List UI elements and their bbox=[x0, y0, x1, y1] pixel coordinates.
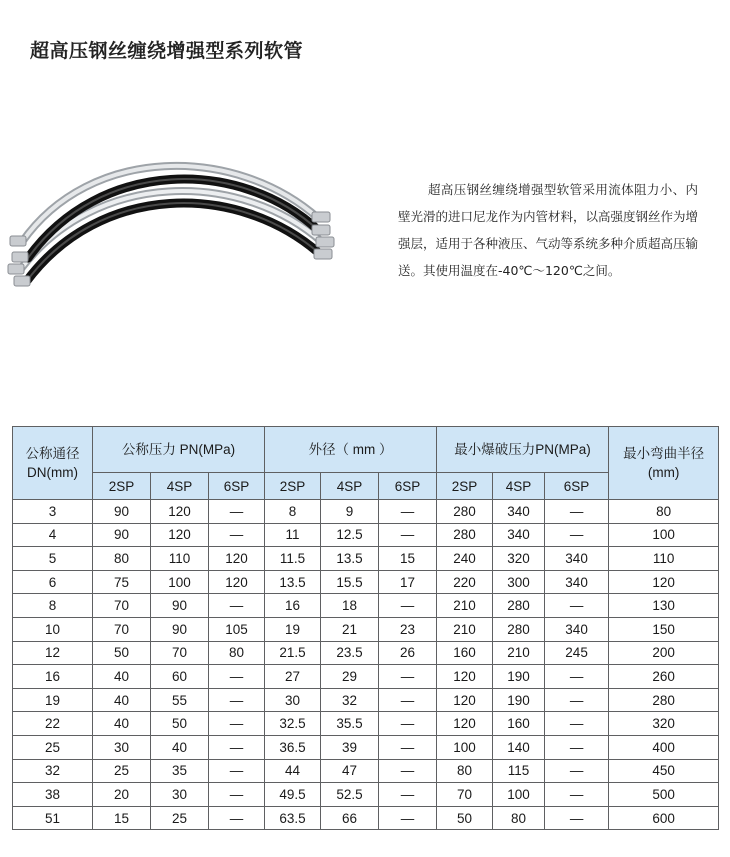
table-cell: 55 bbox=[151, 688, 209, 712]
table-cell: 160 bbox=[493, 712, 545, 736]
table-row bbox=[13, 594, 719, 618]
table-cell: — bbox=[379, 665, 437, 689]
table-cell: — bbox=[545, 712, 609, 736]
table-cell: 120 bbox=[151, 523, 209, 547]
table-cell: 25 bbox=[13, 735, 93, 759]
table-cell: — bbox=[209, 594, 265, 618]
sub-header: 2SP bbox=[93, 473, 151, 500]
table-row bbox=[13, 759, 719, 783]
sub-header: 6SP bbox=[379, 473, 437, 500]
table-cell: 32 bbox=[13, 759, 93, 783]
table-cell: — bbox=[545, 594, 609, 618]
header-outer-diameter: 外径（ mm ） bbox=[265, 427, 437, 473]
table-cell: 120 bbox=[437, 665, 493, 689]
table-cell: — bbox=[379, 806, 437, 830]
table-cell: 12.5 bbox=[321, 523, 379, 547]
spec-table bbox=[12, 426, 719, 830]
table-cell: 22 bbox=[13, 712, 93, 736]
table-cell: — bbox=[379, 500, 437, 524]
table-cell: 39 bbox=[321, 735, 379, 759]
table-row bbox=[13, 523, 719, 547]
table-cell: 50 bbox=[151, 712, 209, 736]
table-cell: 280 bbox=[493, 594, 545, 618]
table-cell: 120 bbox=[151, 500, 209, 524]
table-cell: 70 bbox=[93, 617, 151, 641]
table-cell: 6 bbox=[13, 570, 93, 594]
table-cell: — bbox=[209, 712, 265, 736]
table-cell: 44 bbox=[265, 759, 321, 783]
table-cell: 120 bbox=[437, 688, 493, 712]
table-row bbox=[13, 665, 719, 689]
table-cell: 15.5 bbox=[321, 570, 379, 594]
table-cell: 16 bbox=[13, 665, 93, 689]
table-cell: — bbox=[209, 523, 265, 547]
table-cell: 13.5 bbox=[321, 547, 379, 571]
table-cell: — bbox=[379, 523, 437, 547]
page-title: 超高压钢丝缠绕增强型系列软管 bbox=[30, 40, 304, 62]
table-cell: 280 bbox=[437, 523, 493, 547]
table-cell: 12 bbox=[13, 641, 93, 665]
table-cell: 40 bbox=[151, 735, 209, 759]
table-row bbox=[13, 570, 719, 594]
header-dn: 公称通径DN(mm) bbox=[13, 427, 93, 500]
table-row bbox=[13, 783, 719, 807]
table-cell: 32.5 bbox=[265, 712, 321, 736]
sub-header: 4SP bbox=[151, 473, 209, 500]
table-cell: 40 bbox=[93, 665, 151, 689]
table-cell: 4 bbox=[13, 523, 93, 547]
table-cell: 26 bbox=[379, 641, 437, 665]
table-cell: 130 bbox=[609, 594, 719, 618]
table-cell: 200 bbox=[609, 641, 719, 665]
table-cell: 105 bbox=[209, 617, 265, 641]
sub-header: 6SP bbox=[209, 473, 265, 500]
table-cell: — bbox=[379, 688, 437, 712]
table-cell: 340 bbox=[493, 500, 545, 524]
table-cell: 280 bbox=[493, 617, 545, 641]
table-cell: 260 bbox=[609, 665, 719, 689]
table-cell: 190 bbox=[493, 688, 545, 712]
table-cell: — bbox=[209, 759, 265, 783]
table-row bbox=[13, 806, 719, 830]
table-cell: 110 bbox=[151, 547, 209, 571]
table-cell: 29 bbox=[321, 665, 379, 689]
table-cell: 115 bbox=[493, 759, 545, 783]
table-cell: 70 bbox=[93, 594, 151, 618]
table-cell: 70 bbox=[437, 783, 493, 807]
table-cell: — bbox=[545, 500, 609, 524]
table-cell: — bbox=[545, 759, 609, 783]
table-cell: — bbox=[379, 783, 437, 807]
table-cell: 400 bbox=[609, 735, 719, 759]
table-cell: 16 bbox=[265, 594, 321, 618]
table-cell: 8 bbox=[13, 594, 93, 618]
table-cell: 90 bbox=[151, 617, 209, 641]
table-cell: 50 bbox=[437, 806, 493, 830]
header-bend-radius: 最小弯曲半径(mm) bbox=[609, 427, 719, 500]
sub-header: 4SP bbox=[493, 473, 545, 500]
table-cell: 140 bbox=[493, 735, 545, 759]
sub-header: 2SP bbox=[265, 473, 321, 500]
table-cell: 9 bbox=[321, 500, 379, 524]
table-cell: 25 bbox=[93, 759, 151, 783]
table-cell: — bbox=[209, 500, 265, 524]
table-cell: 320 bbox=[609, 712, 719, 736]
table-cell: 50 bbox=[93, 641, 151, 665]
sub-header: 2SP bbox=[437, 473, 493, 500]
table-cell: — bbox=[209, 806, 265, 830]
header-nominal-pressure: 公称压力 PN(MPa) bbox=[93, 427, 265, 473]
table-cell: 450 bbox=[609, 759, 719, 783]
table-cell: 15 bbox=[379, 547, 437, 571]
table-cell: 120 bbox=[209, 547, 265, 571]
table-cell: 100 bbox=[151, 570, 209, 594]
table-cell: 600 bbox=[609, 806, 719, 830]
table-cell: 25 bbox=[151, 806, 209, 830]
table-cell: 240 bbox=[437, 547, 493, 571]
table-cell: 36.5 bbox=[265, 735, 321, 759]
table-body bbox=[13, 500, 719, 830]
table-cell: 190 bbox=[493, 665, 545, 689]
table-cell: 20 bbox=[93, 783, 151, 807]
table-cell: — bbox=[379, 594, 437, 618]
table-cell: 63.5 bbox=[265, 806, 321, 830]
table-cell: 100 bbox=[609, 523, 719, 547]
table-cell: 90 bbox=[93, 523, 151, 547]
table-cell: 245 bbox=[545, 641, 609, 665]
table-cell: 40 bbox=[93, 688, 151, 712]
table-cell: — bbox=[545, 783, 609, 807]
table-row bbox=[13, 547, 719, 571]
table-cell: 340 bbox=[545, 547, 609, 571]
table-cell: 90 bbox=[151, 594, 209, 618]
table-cell: 18 bbox=[321, 594, 379, 618]
table-cell: 80 bbox=[209, 641, 265, 665]
table-row bbox=[13, 500, 719, 524]
table-cell: 210 bbox=[437, 617, 493, 641]
table-cell: 52.5 bbox=[321, 783, 379, 807]
table-cell: 11.5 bbox=[265, 547, 321, 571]
table-cell: 30 bbox=[265, 688, 321, 712]
table-cell: 60 bbox=[151, 665, 209, 689]
table-cell: 51 bbox=[13, 806, 93, 830]
table-cell: — bbox=[379, 759, 437, 783]
table-cell: 30 bbox=[93, 735, 151, 759]
table-cell: 75 bbox=[93, 570, 151, 594]
table-cell: — bbox=[545, 735, 609, 759]
table-cell: 17 bbox=[379, 570, 437, 594]
table-cell: 35.5 bbox=[321, 712, 379, 736]
table-cell: — bbox=[209, 783, 265, 807]
sub-header: 4SP bbox=[321, 473, 379, 500]
table-cell: 150 bbox=[609, 617, 719, 641]
table-cell: 340 bbox=[545, 570, 609, 594]
table-cell: 49.5 bbox=[265, 783, 321, 807]
table-row bbox=[13, 712, 719, 736]
table-cell: 32 bbox=[321, 688, 379, 712]
table-cell: 100 bbox=[437, 735, 493, 759]
table-cell: 500 bbox=[609, 783, 719, 807]
table-row bbox=[13, 735, 719, 759]
table-cell: 38 bbox=[13, 783, 93, 807]
table-cell: 280 bbox=[609, 688, 719, 712]
table-cell: — bbox=[209, 688, 265, 712]
table-cell: 340 bbox=[493, 523, 545, 547]
table-cell: — bbox=[209, 735, 265, 759]
table-cell: — bbox=[209, 665, 265, 689]
table-cell: 100 bbox=[493, 783, 545, 807]
table-cell: 47 bbox=[321, 759, 379, 783]
table-cell: 210 bbox=[493, 641, 545, 665]
hose-product-image bbox=[0, 150, 360, 310]
table-cell: 15 bbox=[93, 806, 151, 830]
table-cell: 23.5 bbox=[321, 641, 379, 665]
table-cell: 13.5 bbox=[265, 570, 321, 594]
table-row bbox=[13, 688, 719, 712]
table-cell: 21.5 bbox=[265, 641, 321, 665]
table-cell: 19 bbox=[13, 688, 93, 712]
table-cell: 19 bbox=[265, 617, 321, 641]
table-cell: 110 bbox=[609, 547, 719, 571]
table-cell: 27 bbox=[265, 665, 321, 689]
table-cell: 21 bbox=[321, 617, 379, 641]
table-cell: 280 bbox=[437, 500, 493, 524]
table-cell: — bbox=[545, 806, 609, 830]
table-cell: 340 bbox=[545, 617, 609, 641]
table-cell: 80 bbox=[93, 547, 151, 571]
table-cell: — bbox=[379, 712, 437, 736]
header-burst-pressure: 最小爆破压力PN(MPa) bbox=[437, 427, 609, 473]
table-cell: 160 bbox=[437, 641, 493, 665]
table-cell: 220 bbox=[437, 570, 493, 594]
table-cell: 300 bbox=[493, 570, 545, 594]
product-description: 超高压钢丝缠绕增强型软管采用流体阻力小、内壁光滑的进口尼龙作为内管材料，以高强度钢丝作为增强层，适用于各种液压、气动等系统多种介质超高压输送。其使用温度在-40℃～120℃之间。 bbox=[398, 182, 699, 278]
table-cell: — bbox=[545, 665, 609, 689]
table-cell: 120 bbox=[437, 712, 493, 736]
table-cell: 80 bbox=[437, 759, 493, 783]
table-row bbox=[13, 641, 719, 665]
table-row bbox=[13, 617, 719, 641]
table-cell: 8 bbox=[265, 500, 321, 524]
table-cell: 40 bbox=[93, 712, 151, 736]
table-cell: 320 bbox=[493, 547, 545, 571]
table-cell: 23 bbox=[379, 617, 437, 641]
table-cell: 70 bbox=[151, 641, 209, 665]
table-cell: 120 bbox=[609, 570, 719, 594]
table-cell: — bbox=[545, 523, 609, 547]
table-cell: 66 bbox=[321, 806, 379, 830]
sub-header: 6SP bbox=[545, 473, 609, 500]
table-cell: 11 bbox=[265, 523, 321, 547]
table-cell: 80 bbox=[493, 806, 545, 830]
table-cell: 120 bbox=[209, 570, 265, 594]
table-cell: — bbox=[545, 688, 609, 712]
table-cell: 5 bbox=[13, 547, 93, 571]
table-cell: — bbox=[379, 735, 437, 759]
table-cell: 30 bbox=[151, 783, 209, 807]
table-cell: 210 bbox=[437, 594, 493, 618]
table-cell: 3 bbox=[13, 500, 93, 524]
table-cell: 90 bbox=[93, 500, 151, 524]
table-cell: 10 bbox=[13, 617, 93, 641]
table-cell: 80 bbox=[609, 500, 719, 524]
table-cell: 35 bbox=[151, 759, 209, 783]
